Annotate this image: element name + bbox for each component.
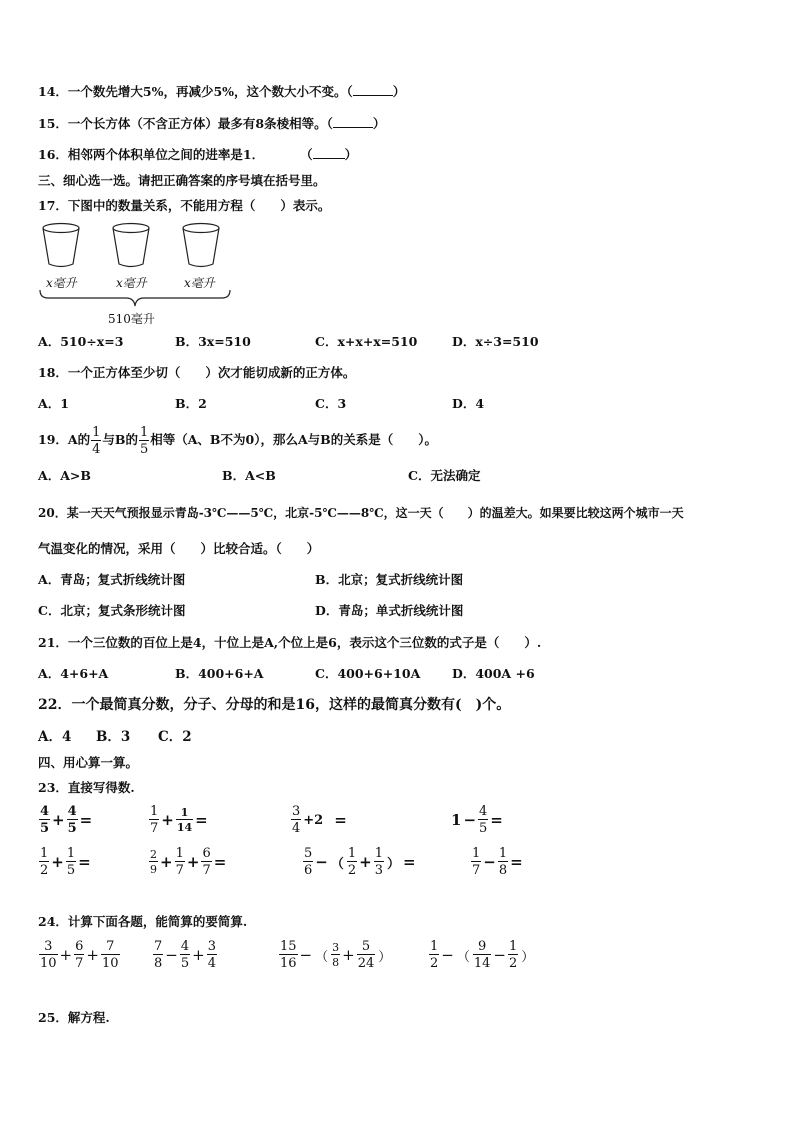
option-d[interactable]: D．4 xyxy=(452,396,485,411)
option-a[interactable]: A．1 xyxy=(38,396,69,411)
math-expression: $\frac{1}{7}$ + $\frac{1}{14}$ = xyxy=(150,804,208,836)
option-a[interactable]: A．4+6+A xyxy=(38,666,109,681)
question-23-text: 23．直接写得数. xyxy=(38,780,135,795)
option-a[interactable]: A．510÷x=3 xyxy=(38,334,124,349)
math-expression: $\frac{3}{10}$ + $\frac{6}{7}$ + $\frac{7}{10}$ xyxy=(40,939,119,971)
option-b[interactable]: B．北京；复式折线统计图 xyxy=(315,572,464,587)
question-20-line-1: 20．某一天天气预报显示青岛-3℃——5℃，北京-5℃——8℃，这一天（ ）的温差大。如果要比较这两个城市一天 xyxy=(38,506,684,520)
question-21-text: 21．一个三位数的百位上是4，十位上是A,个位上是6，表示这个三位数的式子是（ ）. xyxy=(38,635,542,650)
answer-blank[interactable] xyxy=(333,115,373,128)
question-16-text: 16．相邻两个体积单位之间的进率是1． xyxy=(38,147,265,162)
option-c[interactable]: C．2 xyxy=(158,729,192,745)
option-c[interactable]: C．x+x+x=510 xyxy=(315,334,418,349)
option-d[interactable]: D．x÷3=510 xyxy=(452,334,539,349)
option-d[interactable]: D．400A +6 xyxy=(452,666,535,681)
cup-icon xyxy=(40,222,82,270)
option-c[interactable]: C．北京；复式条形统计图 xyxy=(38,603,186,618)
math-expression: $\frac{5}{6}$ − （ $\frac{1}{2}$ + $\frac{1}{3}$ ） = xyxy=(304,846,416,878)
question-25-text: 25．解方程. xyxy=(38,1010,110,1025)
question-15: 15．一个长方体（不含正方体）最多有8条棱相等。（ ） xyxy=(38,116,386,131)
cup-label: x毫升 xyxy=(46,276,77,290)
math-expression: $\frac{1}{7}$ − $\frac{1}{8}$ = xyxy=(472,846,523,878)
curly-brace-icon xyxy=(38,288,232,310)
option-b[interactable]: B．3x=510 xyxy=(175,334,251,349)
option-a[interactable]: A．青岛；复式折线统计图 xyxy=(38,572,186,587)
section-4-heading: 四、用心算一算。 xyxy=(38,755,139,770)
question-17-text: 17．下图中的数量关系，不能用方程（ ）表示。 xyxy=(38,198,331,213)
math-expression: 1 − $\frac{4}{5}$ = xyxy=(451,804,503,836)
question-20-line-2: 气温变化的情况，采用（ ）比较合适。（ ） xyxy=(38,541,320,556)
cup-label: x毫升 xyxy=(116,276,147,290)
math-expression: $\frac{15}{16}$ − （ $\frac{3}{8}$ + $\frac{5}{24}$ ） xyxy=(280,939,392,971)
math-expression: $\frac{1}{2}$ − （ $\frac{9}{14}$ − $\frac{1}{2}$ ） xyxy=(430,939,535,971)
math-expression: $\frac{4}{5}$ + $\frac{4}{5}$ = xyxy=(40,804,93,836)
question-22-text: 22．一个最简真分数，分子、分母的和是16，这样的最简真分数有( )个。 xyxy=(38,697,511,713)
cup-label: x毫升 xyxy=(184,276,215,290)
answer-blank[interactable] xyxy=(313,146,345,159)
option-a[interactable]: A．4 xyxy=(38,729,72,745)
fraction: $\frac{1}{5}$ xyxy=(139,424,149,457)
option-b[interactable]: B．400+6+A xyxy=(175,666,264,681)
question-18-text: 18．一个正方体至少切（ ）次才能切成新的正方体。 xyxy=(38,365,356,380)
answer-blank[interactable] xyxy=(353,83,393,96)
cup-icon xyxy=(180,222,222,270)
total-volume-label: 510毫升 xyxy=(108,312,155,326)
math-expression: $\frac{1}{2}$ + $\frac{1}{5}$ = xyxy=(40,846,91,878)
option-b[interactable]: B．2 xyxy=(175,396,207,411)
question-19: 19．A的 $\frac{1}{4}$ 与B的 $\frac{1}{5}$ 相等（A、B不为0），那么A与B的关系是（ ）。 xyxy=(38,424,437,457)
math-expression: $\frac{3}{4}$ +2 = xyxy=(292,804,347,836)
option-b[interactable]: B．A<B xyxy=(222,468,276,483)
option-c[interactable]: C．无法确定 xyxy=(408,468,481,483)
option-c[interactable]: C．3 xyxy=(315,396,347,411)
cup-icon xyxy=(110,222,152,270)
question-14: 14．一个数先增大5%，再减少5%，这个数大小不变。（ ） xyxy=(38,84,406,99)
option-b[interactable]: B．3 xyxy=(96,729,131,745)
question-14-text: 14．一个数先增大5%，再减少5%，这个数大小不变。（ xyxy=(38,84,353,99)
math-expression: $\frac{7}{8}$ − $\frac{4}{5}$ + $\frac{3}{4}$ xyxy=(154,939,216,971)
option-a[interactable]: A．A>B xyxy=(38,468,91,483)
question-24-text: 24．计算下面各题，能简算的要简算. xyxy=(38,914,248,929)
fraction: $\frac{1}{4}$ xyxy=(92,424,101,457)
question-16: 16．相邻两个体积单位之间的进率是1． （ ） xyxy=(38,147,358,162)
option-c[interactable]: C．400+6+10A xyxy=(315,666,421,681)
section-3-heading: 三、细心选一选。请把正确答案的序号填在括号里。 xyxy=(38,173,326,188)
math-expression: $\frac{2}{9}$ + $\frac{1}{7}$ + $\frac{6}{7}$ = xyxy=(150,846,227,878)
option-d[interactable]: D．青岛；单式折线统计图 xyxy=(315,603,464,618)
question-15-text: 15．一个长方体（不含正方体）最多有8条棱相等。（ xyxy=(38,116,333,131)
